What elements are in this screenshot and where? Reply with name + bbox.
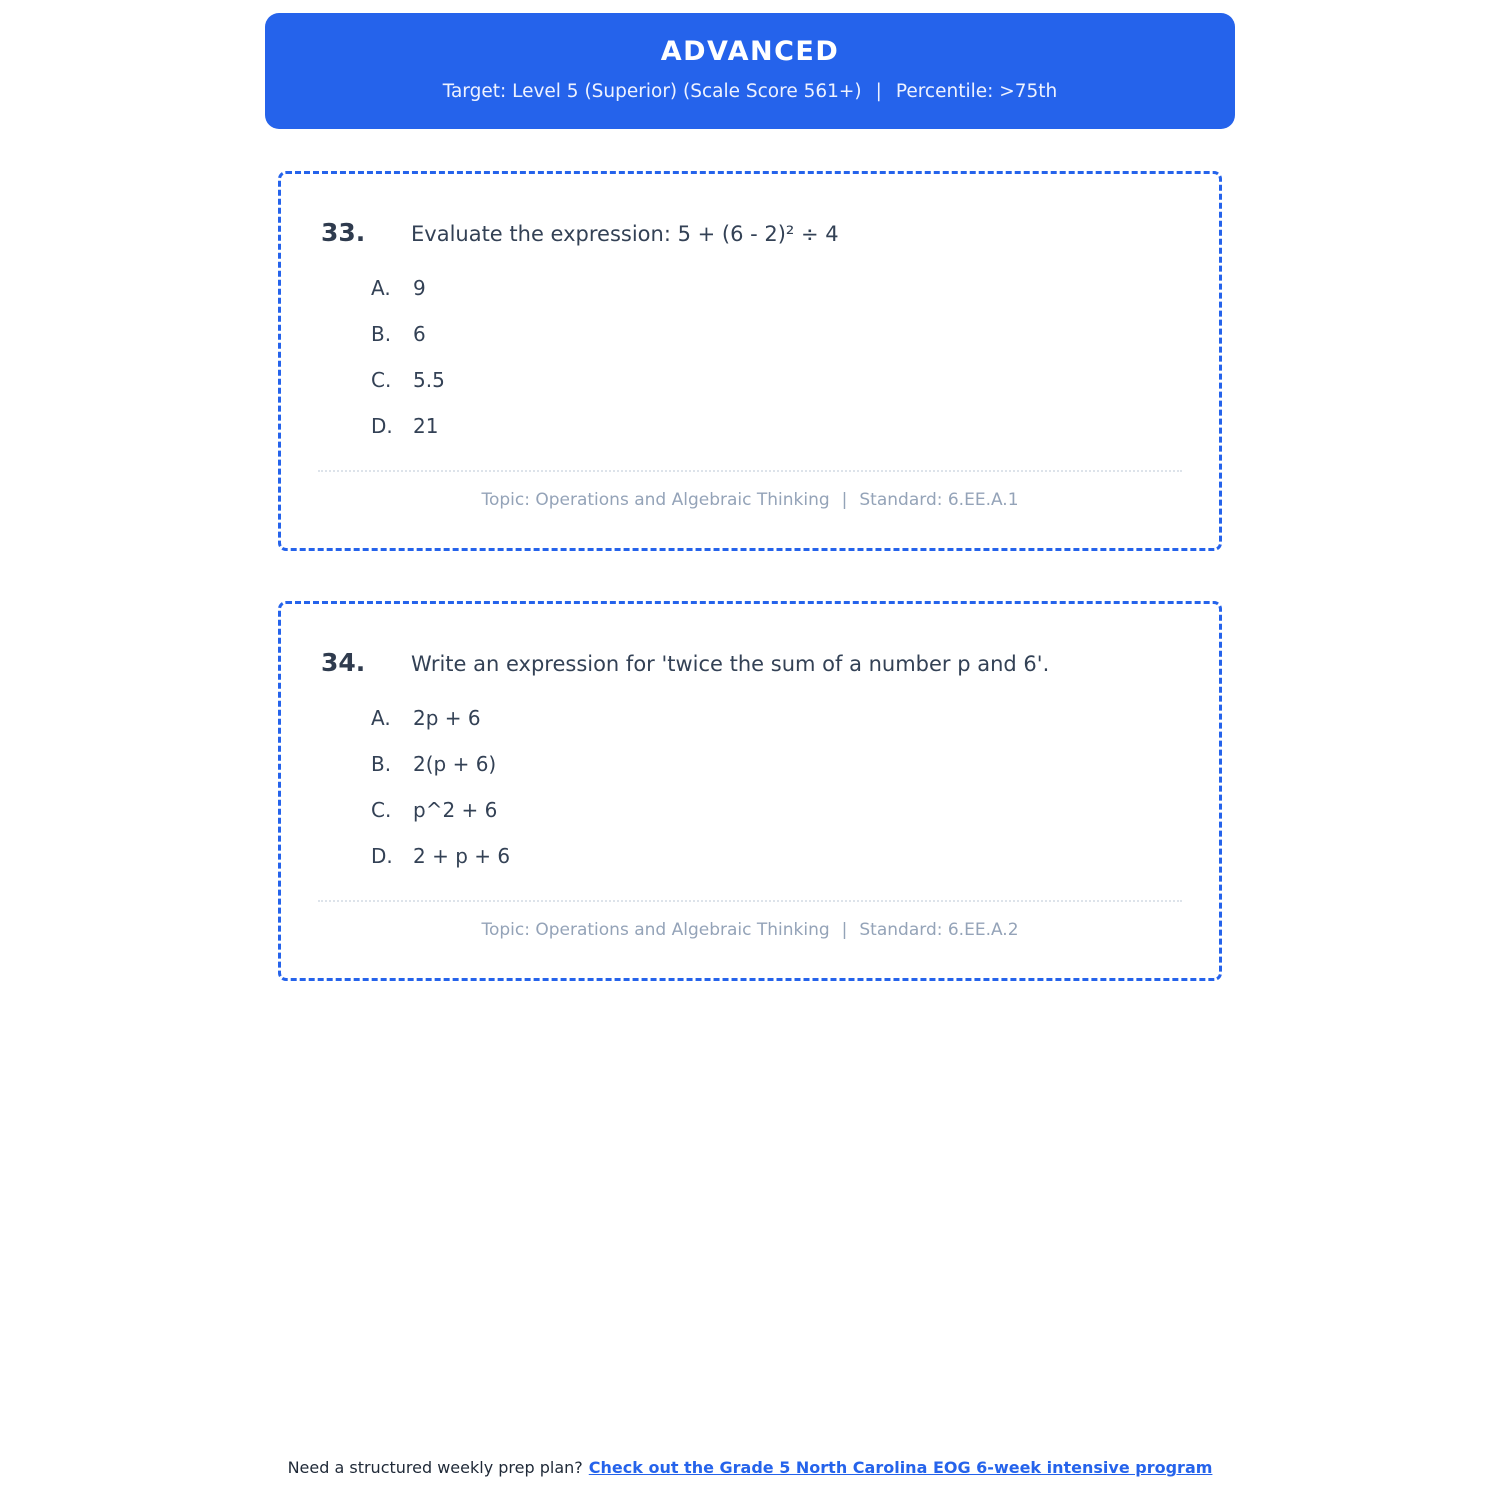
question-header bbox=[318, 648, 1182, 679]
option-text: 6 bbox=[413, 322, 426, 346]
option-d bbox=[371, 403, 1182, 449]
option-text: 2(p + 6) bbox=[413, 752, 497, 776]
question-card-33 bbox=[278, 171, 1222, 551]
level-banner bbox=[265, 13, 1235, 129]
percentile: Percentile: >75th bbox=[895, 81, 1058, 102]
level-title: ADVANCED bbox=[660, 36, 840, 67]
standard-label: Standard: 6.EE.A.2 bbox=[859, 920, 1019, 940]
question-number: 34. bbox=[321, 648, 366, 677]
option-text: 2 + p + 6 bbox=[413, 844, 511, 868]
option-a bbox=[371, 695, 1182, 741]
question-text: Evaluate the expression: 5 + (6 - 2)² ÷ 4 bbox=[411, 222, 839, 246]
option-text: 5.5 bbox=[413, 368, 445, 392]
answer-options bbox=[371, 695, 1182, 879]
standard-label: Standard: 6.EE.A.1 bbox=[859, 490, 1019, 510]
option-b bbox=[371, 741, 1182, 787]
level-subtitle bbox=[281, 81, 1219, 103]
question-number: 33. bbox=[321, 218, 366, 247]
question-header bbox=[318, 218, 1182, 249]
target-score: Target: Level 5 (Superior) (Scale Score 561+) bbox=[442, 81, 862, 102]
option-letter: D. bbox=[371, 414, 393, 438]
answer-options bbox=[371, 265, 1182, 449]
option-text: 9 bbox=[413, 276, 426, 300]
program-link[interactable]: Check out the Grade 5 North Carolina EOG 6-week intensive program bbox=[588, 1458, 1213, 1477]
option-letter: B. bbox=[371, 322, 392, 346]
option-letter: A. bbox=[371, 706, 391, 730]
topic-label: Topic: Operations and Algebraic Thinking bbox=[481, 490, 830, 510]
option-d bbox=[371, 833, 1182, 879]
question-card-34 bbox=[278, 601, 1222, 981]
option-letter: C. bbox=[371, 368, 392, 392]
option-text: 2p + 6 bbox=[413, 706, 481, 730]
subtitle-separator: | bbox=[875, 81, 882, 102]
page-footer bbox=[0, 1458, 1500, 1477]
topic-label: Topic: Operations and Algebraic Thinking bbox=[481, 920, 830, 940]
option-b bbox=[371, 311, 1182, 357]
option-a bbox=[371, 265, 1182, 311]
question-meta bbox=[318, 489, 1182, 511]
option-letter: A. bbox=[371, 276, 391, 300]
meta-divider bbox=[318, 470, 1182, 472]
meta-divider bbox=[318, 900, 1182, 902]
option-letter: B. bbox=[371, 752, 392, 776]
option-text: p^2 + 6 bbox=[413, 798, 498, 822]
meta-separator: | bbox=[841, 490, 848, 510]
option-letter: C. bbox=[371, 798, 392, 822]
option-c bbox=[371, 787, 1182, 833]
option-letter: D. bbox=[371, 844, 393, 868]
option-c bbox=[371, 357, 1182, 403]
option-text: 21 bbox=[413, 414, 439, 438]
footer-prompt: Need a structured weekly prep plan? bbox=[287, 1458, 583, 1477]
question-meta bbox=[318, 919, 1182, 941]
meta-separator: | bbox=[841, 920, 848, 940]
question-text: Write an expression for 'twice the sum of a number p and 6'. bbox=[411, 652, 1050, 676]
